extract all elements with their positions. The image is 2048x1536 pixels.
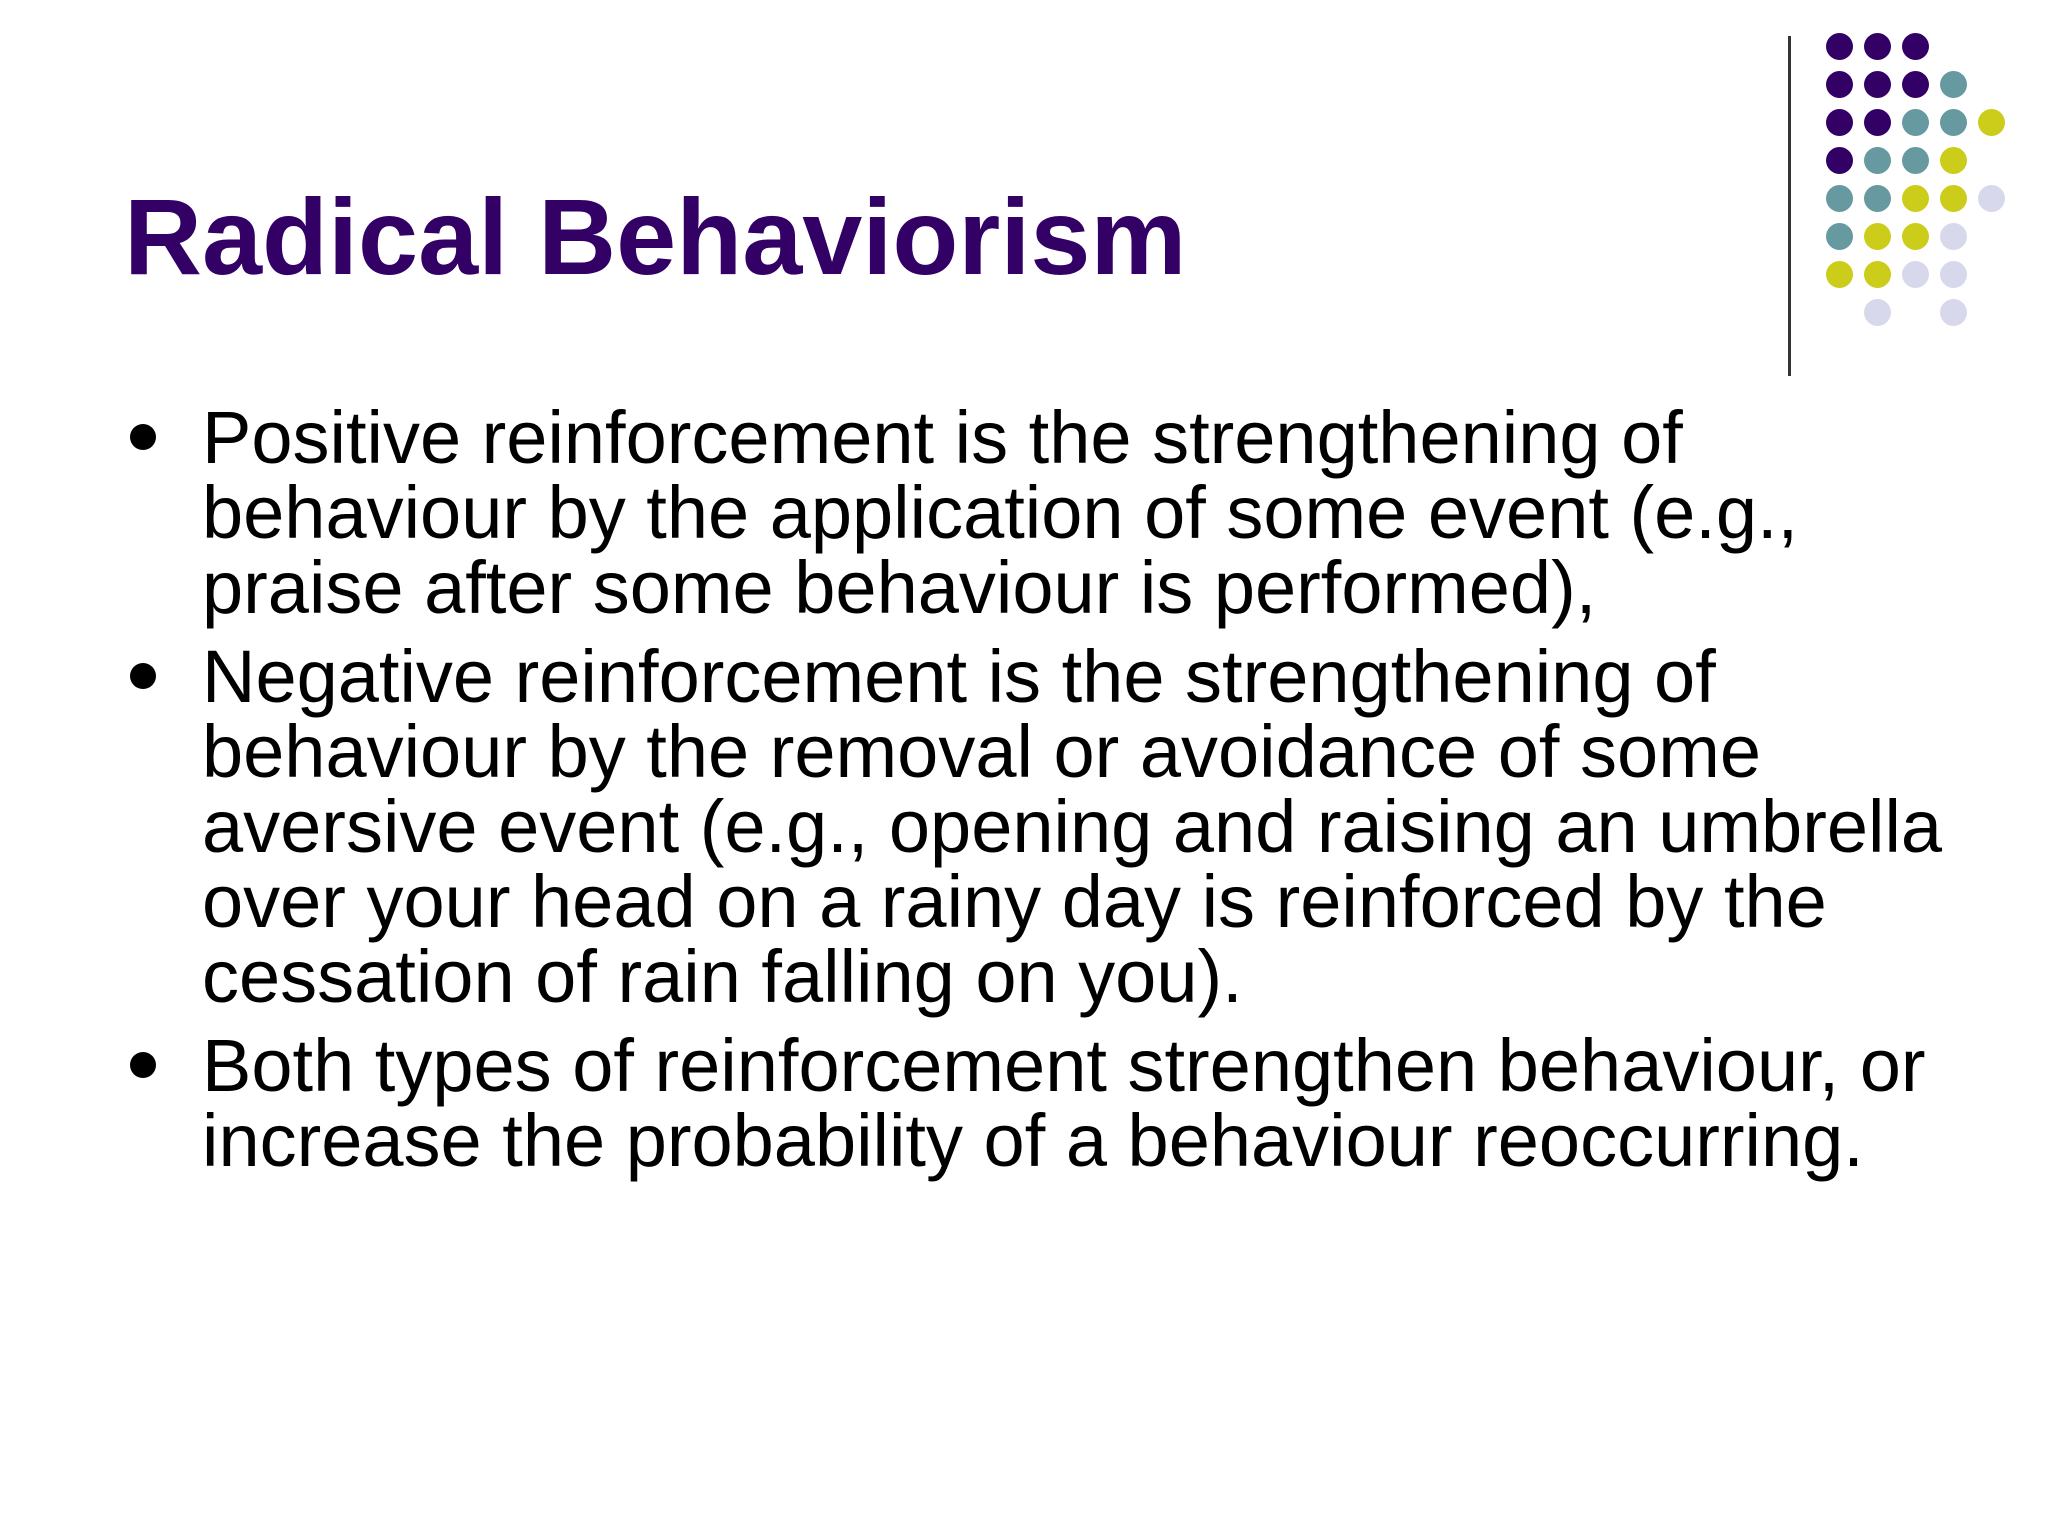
decorative-dot-lavender bbox=[1864, 299, 1891, 326]
bullet-dot-icon bbox=[130, 424, 156, 450]
decorative-dot-olive bbox=[1902, 223, 1929, 250]
decorative-dot-teal bbox=[1826, 223, 1853, 250]
decorative-dot-purple bbox=[1864, 33, 1891, 60]
decorative-dot-olive bbox=[1864, 223, 1891, 250]
decorative-dot-olive bbox=[1902, 185, 1929, 212]
bullet-dot-icon bbox=[130, 663, 156, 689]
bullet-text: Negative reinforcement is the strengthening of behaviour by the removal or avoidance of some aversive event (e.g., opening and raising an umbrella over your head on a rainy day is reinforced by the cessation of rain falling on you). bbox=[202, 635, 1943, 1018]
decorative-dot-purple bbox=[1826, 71, 1853, 98]
vertical-divider-line bbox=[1788, 36, 1791, 376]
bullet-list bbox=[124, 396, 1944, 1192]
bullet-item-both-types bbox=[124, 1024, 1944, 1182]
decorative-dot-teal bbox=[1826, 185, 1853, 212]
decorative-dot-teal bbox=[1902, 109, 1929, 136]
bullet-text: Both types of reinforcement strengthen behaviour, or increase the probability of a behaviour reoccurring. bbox=[202, 1024, 1926, 1182]
slide-title: Radical Behaviorism bbox=[124, 176, 1187, 297]
decorative-dot-lavender bbox=[1978, 185, 2005, 212]
decorative-dot-teal bbox=[1902, 147, 1929, 174]
decorative-dot-teal bbox=[1864, 147, 1891, 174]
decorative-dot-lavender bbox=[1902, 261, 1929, 288]
decorative-dot-lavender bbox=[1940, 261, 1967, 288]
bullet-item-positive-reinforcement bbox=[124, 396, 1944, 629]
decorative-dot-olive bbox=[1940, 185, 1967, 212]
decorative-dot-purple bbox=[1902, 33, 1929, 60]
bullet-text: Positive reinforcement is the strengthening of behaviour by the application of some event (e.g., praise after some behaviour is performed), bbox=[202, 396, 1799, 629]
decorative-dot-lavender bbox=[1940, 299, 1967, 326]
decorative-dot-teal bbox=[1940, 71, 1967, 98]
decorative-dot-teal bbox=[1864, 185, 1891, 212]
decorative-dot-purple bbox=[1864, 109, 1891, 136]
decorative-dot-purple bbox=[1864, 71, 1891, 98]
bullet-item-negative-reinforcement bbox=[124, 635, 1944, 1018]
decorative-dot-teal bbox=[1940, 109, 1967, 136]
decorative-dot-olive bbox=[1826, 261, 1853, 288]
decorative-dot-purple bbox=[1826, 109, 1853, 136]
bullet-dot-icon bbox=[130, 1052, 156, 1078]
decorative-dot-lavender bbox=[1940, 223, 1967, 250]
decorative-dot-purple bbox=[1902, 71, 1929, 98]
decorative-dot-olive bbox=[1864, 261, 1891, 288]
decorative-dot-purple bbox=[1826, 33, 1853, 60]
decorative-dot-olive bbox=[1940, 147, 1967, 174]
decorative-dot-purple bbox=[1826, 147, 1853, 174]
decorative-dot-olive bbox=[1978, 109, 2005, 136]
